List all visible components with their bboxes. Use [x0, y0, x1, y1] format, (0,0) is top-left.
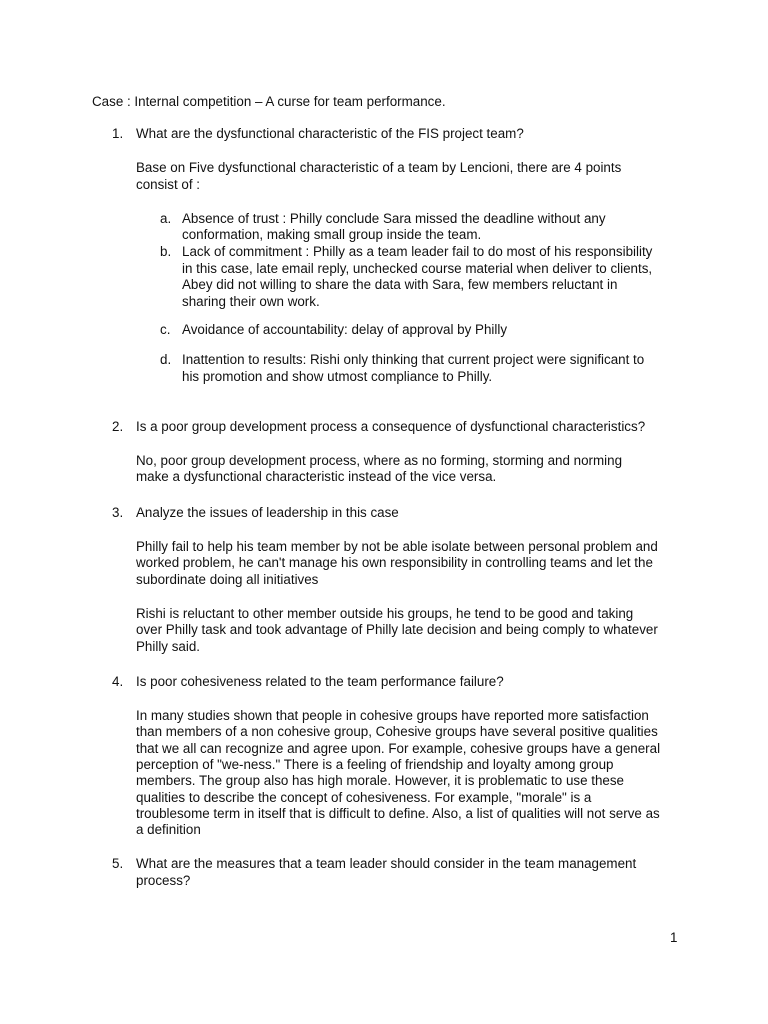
answer-line: that we all can recognize and agree upon. For example, cohesive groups have a general [136, 741, 661, 756]
answer-line: Philly said. [136, 639, 201, 654]
question-text: Is a poor group development process a consequence of dysfunctional characteristics? [136, 419, 646, 434]
list-item-line: Inattention to results: Rishi only thinking that current project were significant to [182, 352, 645, 367]
question-number: 5. [112, 856, 124, 871]
list-item-line: Lack of commitment : Philly as a team leader fail to do most of his responsibility [182, 244, 653, 259]
answer-line: subordinate doing all initiatives [136, 572, 319, 587]
question-text: What are the measures that a team leader should consider in the team management [136, 856, 637, 871]
answer-line: a definition [136, 822, 201, 837]
question-number: 4. [112, 674, 124, 689]
list-letter: c. [160, 322, 171, 337]
answer-line: members. The group also has high morale. However, it is problematic to use these [136, 773, 625, 788]
list-letter: d. [160, 352, 172, 367]
list-item-line: Avoidance of accountability: delay of approval by Philly [182, 322, 508, 337]
answer-line: troublesome term in itself that is difficult to define. Also, a list of qualities will not serve as [136, 806, 660, 821]
page-number: 1 [670, 930, 678, 945]
question-text: process? [136, 873, 191, 888]
question-text: Is poor cohesiveness related to the team performance failure? [136, 674, 504, 689]
answer-line: Base on Five dysfunctional characteristic of a team by Lencioni, there are 4 points [136, 160, 622, 175]
question-number: 3. [112, 505, 124, 520]
list-item-line: conformation, making small group inside the team. [182, 227, 482, 242]
question-text: What are the dysfunctional characteristic of the FIS project team? [136, 126, 524, 141]
question-text: Analyze the issues of leadership in this case [136, 505, 399, 520]
answer-line: than members of a non cohesive group, Cohesive groups have several positive qualities [136, 724, 658, 739]
question-number: 2. [112, 419, 124, 434]
answer-line: qualities to describe the concept of cohesiveness. For example, "morale" is a [136, 790, 592, 805]
answer-line: Philly fail to help his team member by not be able isolate between personal problem and [136, 539, 658, 554]
list-item-line: Abey did not willing to share the data with Sara, few members reluctant in [182, 277, 618, 292]
list-item-line: in this case, late email reply, unchecked course material when deliver to clients, [182, 261, 653, 276]
answer-line: over Philly task and took advantage of Philly late decision and being comply to whatever [136, 622, 658, 637]
list-letter: a. [160, 211, 172, 226]
answer-line: make a dysfunctional characteristic instead of the vice versa. [136, 469, 497, 484]
answer-line: Rishi is reluctant to other member outside his groups, he tend to be good and taking [136, 606, 634, 621]
answer-line: worked problem, he can't manage his own responsibility in controlling teams and let the [136, 555, 653, 570]
question-number: 1. [112, 126, 124, 141]
answer-line: consist of : [136, 177, 201, 192]
list-item-line: Absence of trust : Philly conclude Sara missed the deadline without any [182, 211, 606, 226]
answer-line: In many studies shown that people in cohesive groups have reported more satisfaction [136, 708, 649, 723]
list-item-line: sharing their own work. [182, 294, 320, 309]
list-item-line: his promotion and show utmost compliance to Philly. [182, 369, 493, 384]
list-letter: b. [160, 244, 172, 259]
answer-line: No, poor group development process, where as no forming, storming and norming [136, 453, 623, 468]
answer-line: perception of "we-ness." There is a feeling of friendship and loyalty among group [136, 757, 614, 772]
case-title: Case : Internal competition – A curse for team performance. [92, 94, 446, 109]
